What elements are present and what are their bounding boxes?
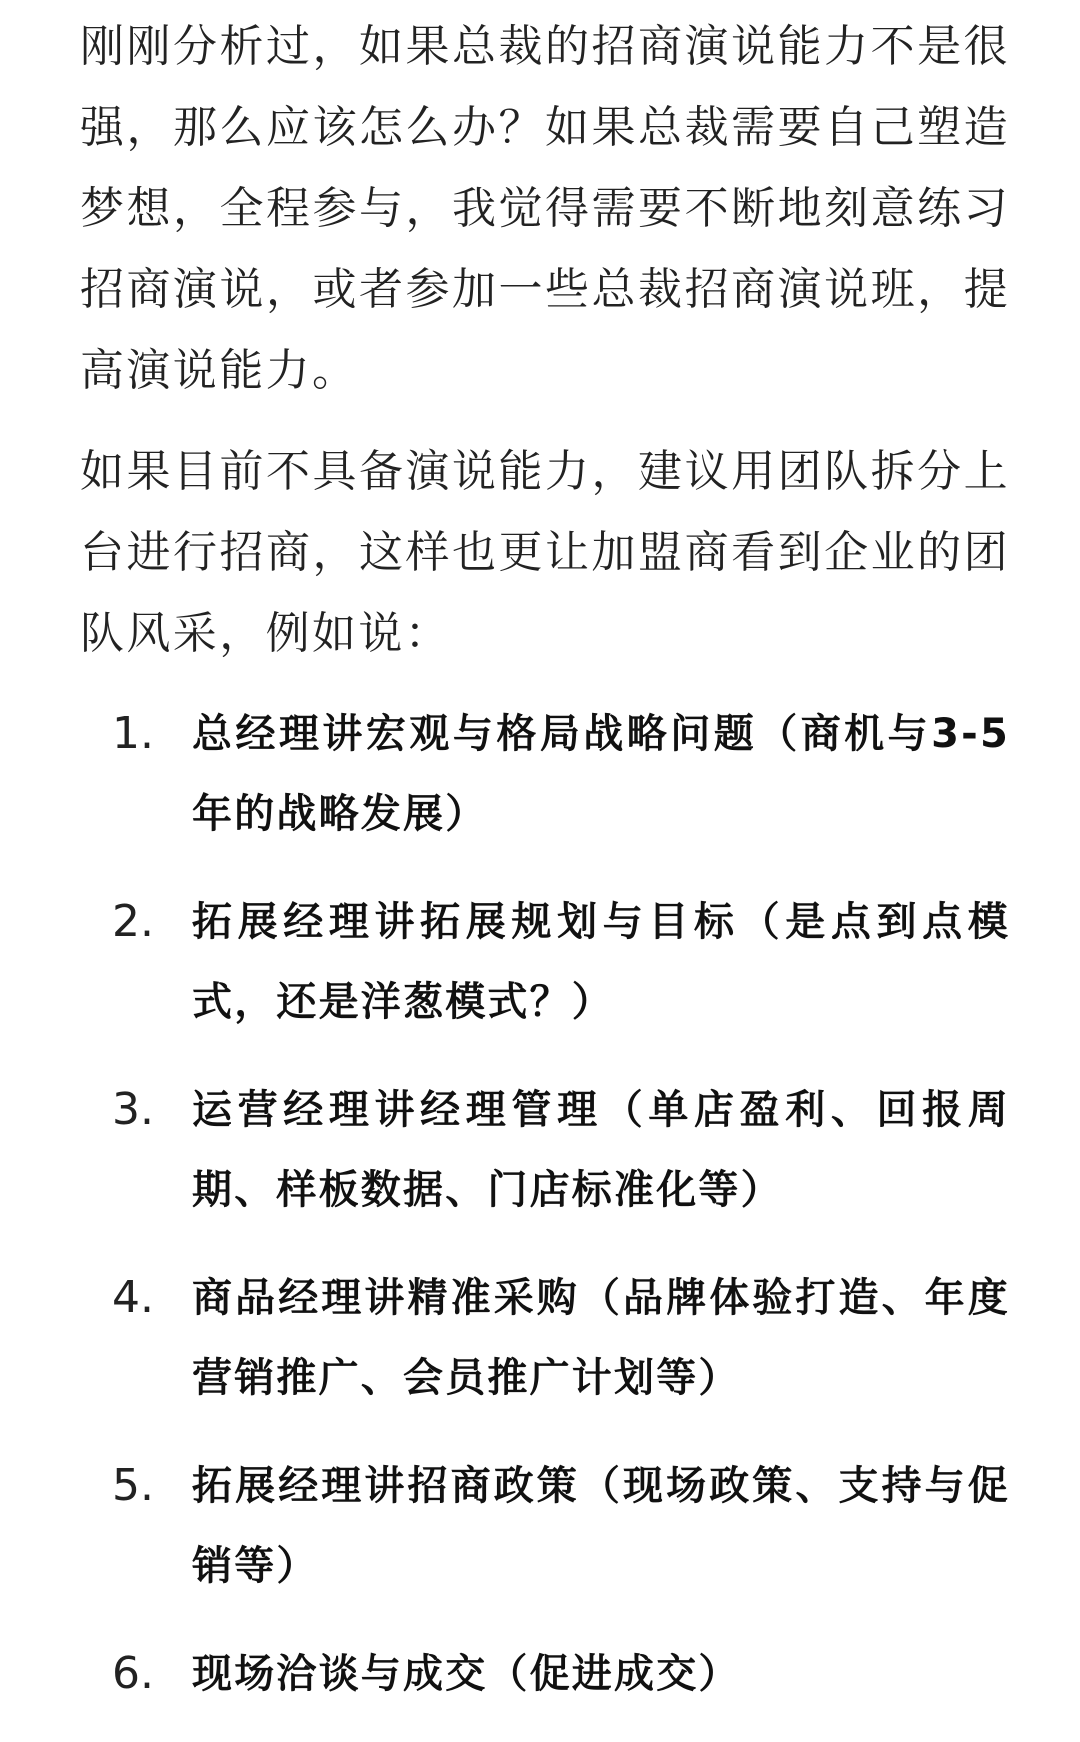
list-item-text: 拓展经理讲拓展规划与目标（是点到点模式，还是洋葱模式？） — [192, 899, 1010, 1025]
paragraph-speech-ability: 刚刚分析过，如果总裁的招商演说能力不是很强，那么应该怎么办？如果总裁需要自己塑造梦想，全程参与，我觉得需要不断地刻意练习招商演说，或者参加一些总裁招商演说班，提高演说能力。 — [80, 21, 1010, 396]
team-role-list — [80, 694, 1010, 1714]
list-number: 3. — [112, 1084, 154, 1135]
list-number: 5. — [112, 1460, 154, 1511]
paragraph-team-split: 如果目前不具备演说能力，建议用团队拆分上台进行招商，这样也更让加盟商看到企业的团队风采，例如说： — [80, 446, 1010, 659]
list-number: 6. — [112, 1648, 154, 1699]
list-number: 2. — [112, 896, 154, 947]
list-item-text: 拓展经理讲招商政策（现场政策、支持与促销等） — [192, 1463, 1010, 1589]
list-item — [80, 1634, 1010, 1714]
list-item-text: 运营经理讲经理管理（单店盈利、回报周期、样板数据、门店标准化等） — [192, 1087, 1010, 1213]
list-number: 4. — [112, 1272, 154, 1323]
list-number: 1. — [112, 708, 154, 759]
list-item — [80, 1446, 1010, 1606]
list-item — [80, 1070, 1010, 1230]
list-item-text: 总经理讲宏观与格局战略问题（商机与3-5年的战略发展） — [192, 711, 1010, 837]
article-body — [80, 6, 1010, 1742]
list-item — [80, 694, 1010, 854]
list-item-text: 商品经理讲精准采购（品牌体验打造、年度营销推广、会员推广计划等） — [192, 1275, 1010, 1401]
list-item — [80, 882, 1010, 1042]
list-item-text: 现场洽谈与成交（促进成交） — [192, 1651, 741, 1697]
list-item — [80, 1258, 1010, 1418]
